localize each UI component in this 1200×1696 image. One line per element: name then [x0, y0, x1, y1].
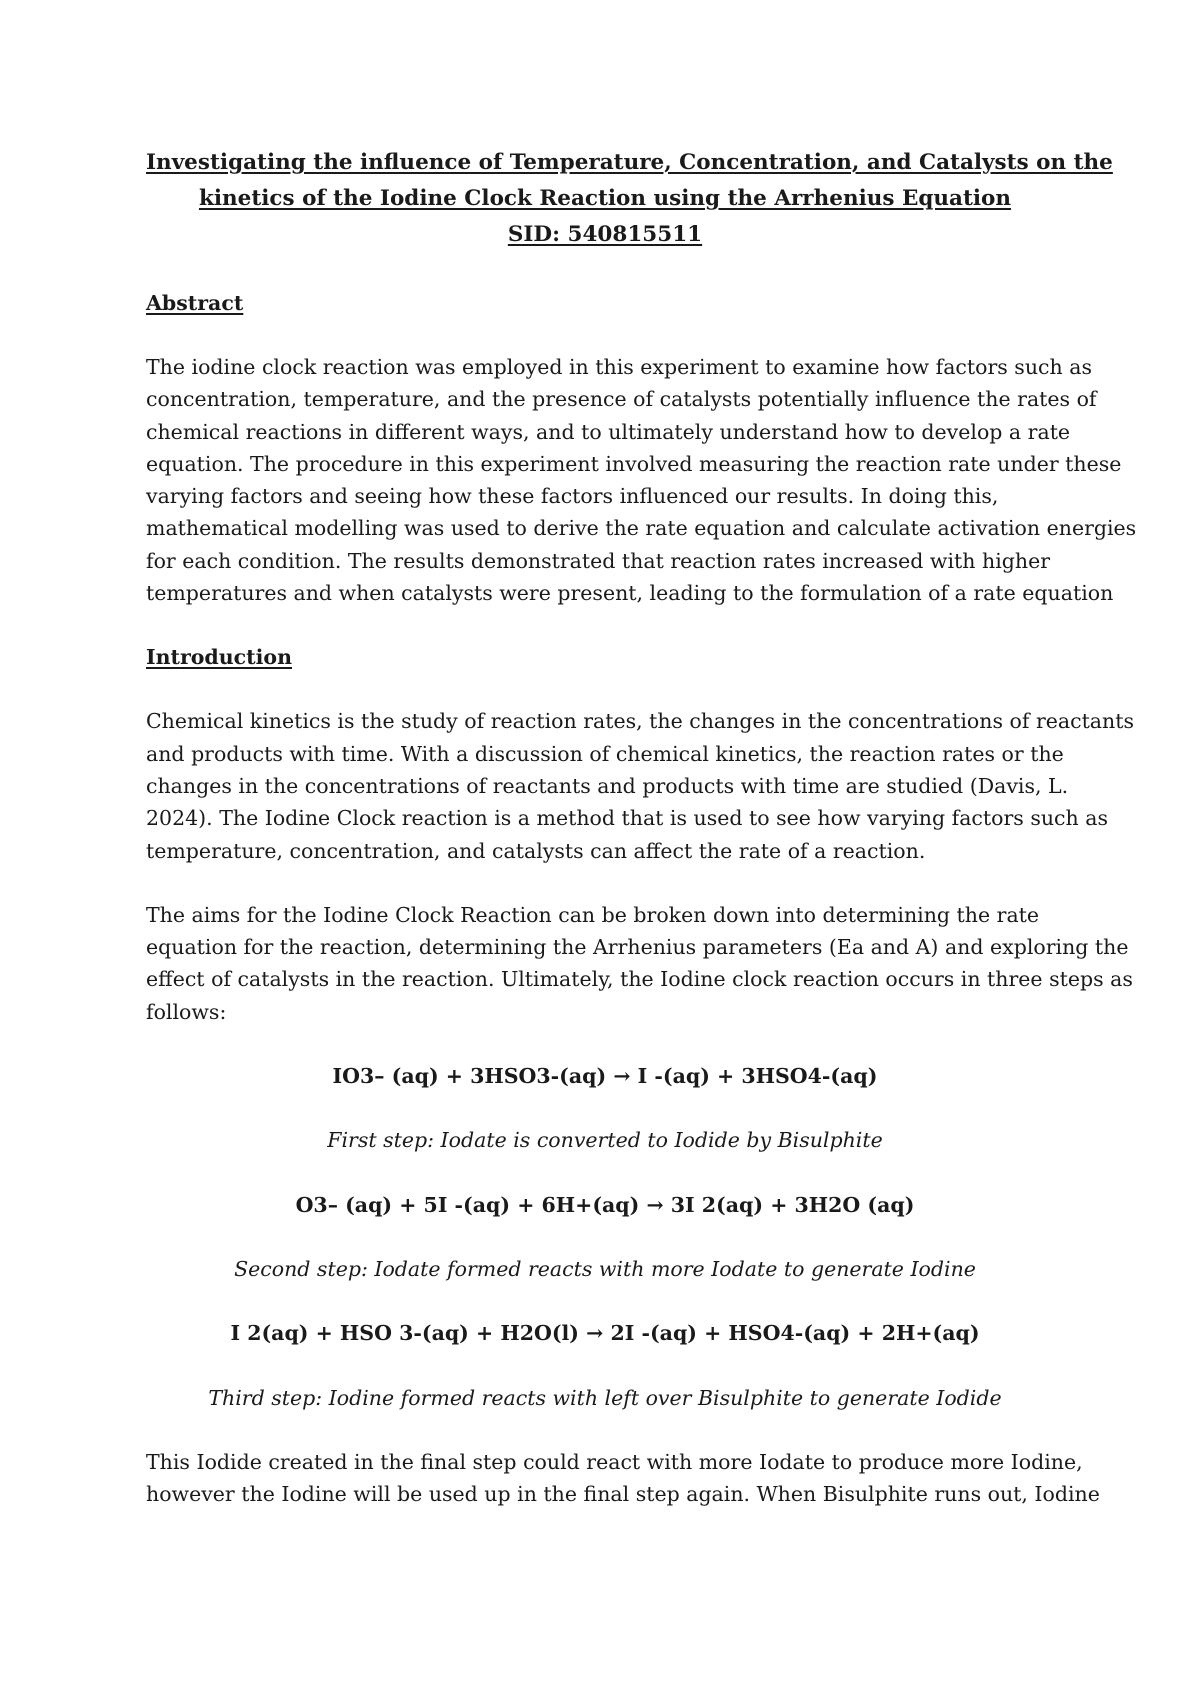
text-line: The iodine clock reaction was employed in this experiment to examine how factors such as — [146, 355, 1092, 379]
title-line: kinetics of the Iodine Clock Reaction using the Arrhenius Equation — [198, 186, 1012, 211]
text-line: follows: — [146, 999, 227, 1024]
text-line: equation for the reaction, determining the Arrhenius parameters (Ea and A) and exploring the — [146, 935, 1129, 960]
title-line: Investigating the influence of Temperature, Concentration, and Catalysts on the — [146, 150, 1113, 175]
document-content — [146, 145, 1137, 1510]
introduction-paragraph-1 — [146, 705, 1134, 866]
text-line: changes in the concentrations of reactants and products with time are studied (Davis, L. — [146, 773, 1069, 798]
equation-caption-step-2: Second step: Iodate formed reacts with more Iodate to generate Iodine — [234, 1256, 976, 1281]
equation-caption-step-1: First step: Iodate is converted to Iodide by Bisulphite — [327, 1128, 883, 1153]
text-line: however the Iodine will be used up in the final step again. When Bisulphite runs out, Iodine — [146, 1482, 1100, 1507]
equation-step-1: IO3– (aq) + 3HSO3-(aq) → I -(aq) + 3HSO4-(aq) — [332, 1064, 878, 1089]
text-line: and products with time. With a discussion of chemical kinetics, the reaction rates or the — [146, 741, 1064, 766]
abstract-paragraph — [146, 351, 1137, 609]
introduction-paragraph-2 — [146, 899, 1133, 1028]
equation-step-2: O3– (aq) + 5I -(aq) + 6H+(aq) → 3I 2(aq) + 3H2O (aq) — [295, 1192, 915, 1217]
student-id: SID: 540815511 — [507, 222, 703, 247]
introduction-paragraph-3 — [146, 1446, 1100, 1511]
text-line: This Iodide created in the final step could react with more Iodate to produce more Iodine, — [146, 1449, 1083, 1474]
text-line: The aims for the Iodine Clock Reaction can be broken down into determining the rate — [146, 902, 1040, 927]
abstract-heading: Abstract — [146, 291, 244, 315]
text-line: for each condition. The results demonstrated that reaction rates increased with higher — [146, 548, 1051, 573]
text-line: varying factors and seeing how these factors influenced our results. In doing this, — [146, 484, 999, 509]
introduction-heading: Introduction — [146, 645, 292, 670]
text-line: concentration, temperature, and the presence of catalysts potentially influence the rates of — [146, 387, 1097, 412]
text-line: 2024). The Iodine Clock reaction is a method that is used to see how varying factors such as — [146, 806, 1108, 831]
text-line: effect of catalysts in the reaction. Ultimately, the Iodine clock reaction occurs in three steps as — [146, 967, 1133, 992]
text-line: Chemical kinetics is the study of reaction rates, the changes in the concentrations of reactants — [146, 709, 1134, 734]
equation-caption-step-3: Third step: Iodine formed reacts with left over Bisulphite to generate Iodide — [208, 1385, 1002, 1410]
text-line: temperature, concentration, and catalysts can affect the rate of a reaction. — [146, 838, 926, 863]
text-line: chemical reactions in different ways, and to ultimately understand how to develop a rate — [146, 419, 1071, 444]
text-line: equation. The procedure in this experiment involved measuring the reaction rate under these — [146, 451, 1122, 476]
text-line: temperatures and when catalysts were present, leading to the formulation of a rate equation — [146, 581, 1114, 606]
equation-step-3: I 2(aq) + HSO 3-(aq) + H2O(l) → 2I -(aq) + HSO4-(aq) + 2H+(aq) — [230, 1321, 980, 1346]
text-line: mathematical modelling was used to derive the rate equation and calculate activation energies — [146, 516, 1137, 541]
document-title — [146, 145, 1113, 253]
